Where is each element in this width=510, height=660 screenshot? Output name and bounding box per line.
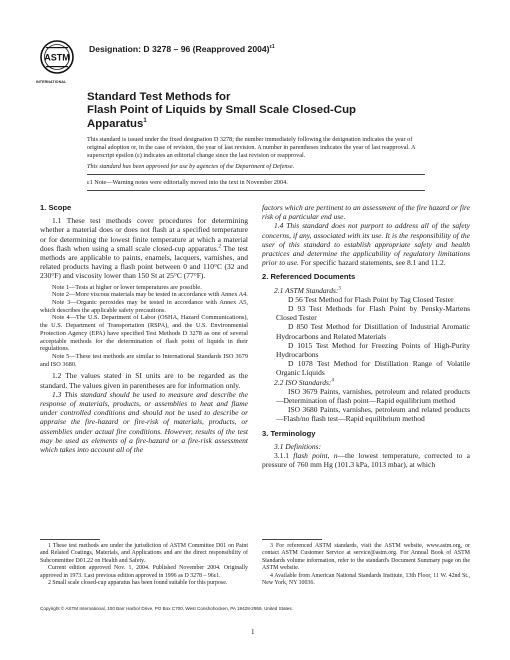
- reference-item: D 56 Test Method for Flash Point by Tag Closed Tester: [288, 294, 454, 304]
- reference-item: D 850 Test Method for Distillation of Industrial Aromatic Hydrocarbons and Related Materials: [276, 322, 470, 341]
- astm-standards-label: 2.1 ASTM Standards:$^3$: [274, 285, 341, 295]
- astm-logo-icon: [40, 40, 74, 78]
- designation-sup: ε1: [269, 44, 275, 51]
- paragraph-3-1-1: 3.1.1 flash point, n—the lowest temperature, corrected to a pressure of 760 mm Hg (101.3 kPa, 1013 mbar), at which: [262, 451, 470, 470]
- divider: [87, 174, 425, 175]
- section-heading-scope: 1. Scope: [40, 203, 72, 212]
- footnotes-left: [40, 543, 248, 587]
- reference-item: D 93 Test Methods for Flash Point by Pensky-Martens Closed Tester: [276, 304, 470, 323]
- definitions-label: 3.1 Definitions:: [274, 441, 322, 451]
- reference-item: D 1015 Test Method for Freezing Points of High-Purity Hydrocarbons: [276, 340, 470, 360]
- iso-reference-item: ISO 3680 Paints, varnishes, petroleum and related products—Flash/no flash test—Rapid equilibrium method: [276, 405, 470, 424]
- title-line-3: Apparatus$^1$: [87, 117, 147, 130]
- note-3: Note 3—Organic peroxides may be tested in accordance with Annex A5, which describes the applicable safety precautions.: [40, 299, 248, 314]
- left-column: [40, 203, 248, 454]
- page-number: 1: [251, 628, 255, 636]
- paragraph-1-1: 1.1 These test methods cover procedures for determining whether a material does or does not flash at a specified temperature or for determining the lowest finite temperature at which a material does flash when using a small scale closed-cup apparatus.$^2$ The test methods are applicable to paints, enamels, lacquers, varnishes, and related products having a flash point between 0 and 110°C (32 and 230°F) and viscosity lower than 150 St at 25°C (77°F).: [40, 216, 248, 281]
- section-heading-terminology: 3. Terminology: [262, 428, 316, 438]
- footnote-4: 4 Available from American National Standards Institute, 13th Floor, 11 W. 42nd St., New York, NY 10036.: [262, 572, 470, 587]
- paragraph-1-3: 1.3 This standard should be used to measure and describe the response of materials, products, or assemblies to heat and flame under controlled conditions and should not be used to describe or appraise the fire-hazard or fire-risk of materials, products, or assemblies under actual fire conditions. However, results of the test may be used as elements of a fire-hazard or a fire-risk assessment which takes into account all of the: [40, 389, 248, 454]
- document-title: [87, 91, 417, 131]
- copyright-notice: Copyright © ASTM International, 100 Barr Harbor Drive, PO Box C700, West Conshohocken, PA 19428-2959, United States.: [40, 606, 293, 611]
- footnote-separator: [262, 539, 322, 540]
- footnote-1: 1 These test methods are under the jurisdiction of ASTM Committee D01 on Paint and Related Coatings, Materials, and Applications and are the direct responsibility of Subcommittee D01.22 on Health and Safety.: [40, 543, 248, 564]
- paragraph-1-4: 1.4 This standard does not purport to address all of the safety concerns, if any, associated with its use. It is the responsibility of the user of this standard to establish appropriate safety and health practices and determine the applicability of regulatory limitations prior to use. For specific hazard statements, see 8.1 and 11.2.: [262, 221, 470, 268]
- note-4: Note 4—The U.S. Department of Labor (OSHA, Hazard Communications), the U.S. Department of Transportation (RSPA), and the U.S. Environmental Protection Agency (EPA) have specified Test Methods D 3278 as one of several acceptable methods for the determination of flash point of liquids in their regulations.: [40, 314, 248, 353]
- footnotes-right: [262, 543, 470, 587]
- dod-approval: This standard has been approved for use by agencies of the Department of Defense.: [87, 163, 295, 170]
- note-1: Note 1—Tests at higher or lower temperatures are possible.: [52, 283, 202, 291]
- paragraph-1-3-continued: factors which are pertinent to an assessment of the fire hazard or fire risk of a particular end use.: [262, 203, 470, 222]
- iso-reference-item: ISO 3679 Paints, varnishes, petroleum and related products—Determination of flash point—Rapid equilibrium method: [276, 386, 470, 406]
- right-column: [262, 203, 470, 469]
- footnote-separator: [40, 539, 100, 540]
- divider: [87, 190, 425, 191]
- footnote-3: 3 For referenced ASTM standards, visit the ASTM website, www.astm.org, or contact ASTM Customer Service at service@astm.org. For Annual Book of ASTM Standards volume information, refer to the standard's Document Summary page on the ASTM website.: [262, 543, 470, 572]
- footnote-2: 2 Small scale closed-cup apparatus has been found suitable for this purpose.: [48, 580, 228, 587]
- svg-text:ASTM: ASTM: [44, 52, 70, 63]
- logo-subtext: INTERNATIONAL: [36, 80, 67, 84]
- reference-item: D 1078 Test Method for Distillation Range of Volatile Organic Liquids: [276, 359, 470, 378]
- title-line-1: Standard Test Methods for: [87, 91, 231, 103]
- epsilon-note: ε1 Note—Warning notes were editorially moved into the text in November 2004.: [87, 179, 288, 186]
- section-heading-referenced-documents: 2. Referenced Documents: [262, 272, 356, 282]
- designation-text: Designation: D 3278 – 96 (Reapproved 2004): [89, 44, 270, 54]
- standard-note: This standard is issued under the fixed designation D 3278; the number immediately following the designation indicates the year of original adoption or, in the case of revision, the year of last revision. A number in parentheses indicates the year of last reapproval. A superscript epsilon (ε) indicates an editorial change since the last revision or reapproval.: [87, 136, 416, 160]
- paragraph-1-2: 1.2 The values stated in SI units are to be regarded as the standard. The values given in parentheses are for information only.: [40, 371, 248, 390]
- designation: [89, 44, 275, 54]
- iso-standards-label: 2.2 ISO Standards:$^4$: [274, 377, 334, 387]
- note-2: Note 2—More viscous materials may be tested in accordance with Annex A4.: [52, 291, 248, 299]
- note-5: Note 5—These test methods are similar to International Standards ISO 3679 and ISO 3680.: [40, 352, 248, 368]
- title-line-2: Flash Point of Liquids by Small Scale Closed-Cup: [87, 104, 356, 117]
- footnote-1-edition: Current edition approved Nov. 1, 2004. Published November 2004. Originally approved in 1973. Last previous edition approved in 1996 as D 3278 – 96ε1.: [40, 565, 248, 579]
